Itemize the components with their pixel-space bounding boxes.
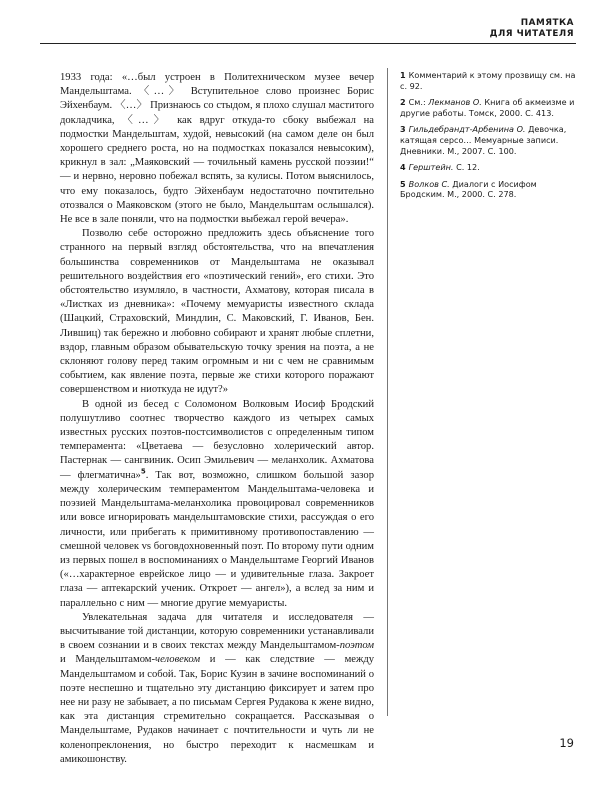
main-text-column <box>60 71 374 767</box>
paragraph-4-text-c: и — как следствие — между Мандельштамом и собой. Так, Борис Кузин в зачине воспоминаний о поэте неспешно и тщательно эту дистанцию фиксирует и затем про нее ни разу не забывает, а по письмам Сергея Рудакова к жене видно, как эта дистанция стремительно сокращается. Рассказывая о Мандельштаме, Рудаков начинает с почтительности и чуть ли не коленопреклонения, но быстро переходит к насмешкам и амикошонству. <box>60 654 375 765</box>
footnote-number: 4 <box>400 162 406 173</box>
footnote-pre: См.: <box>408 97 429 108</box>
footnote-1 <box>400 70 578 91</box>
paragraph-3-text-a: В одной из бесед с Соломоном Волковым Иосиф Бродский полушутливо соотнес творчество каждого из четырех самых известных русских поэтов-постсимволистов с определенным типом темперамента: «Цветаева — безусловно холерический автор. Пастернак — сангвиник. Осип Эмильевич — меланхолик. Ахматова — флегматична» <box>60 398 374 481</box>
paragraph-3-text-b: . Так вот, возможно, слишком большой зазор между холерическим темпераментом Мандельштама-человека и поэзией Мандельштама-меланхолика провоцировал современников или вовсе игнорировать мандельштамовские стихи, рассуждая о его личности, или прибегать к примитивному противопоставлению — смешной человек vs боговдохновенный поэт. По второму пути одним из первых пошел в воспоминаниях о Мандельштаме Георгий Иванов («…характерное еврейское лицо — и удивительные глаза. Закроет глаза — аптекарский ученик. Откроет — ангел»), а вслед за ним и параллельно с ним — многие другие мемуаристы. <box>60 469 374 609</box>
column-divider <box>387 68 388 716</box>
page-number: 19 <box>559 736 574 750</box>
footnote-number: 5 <box>400 178 406 189</box>
paragraph-4-italic-poet: поэтом <box>339 640 374 652</box>
paragraph-4-text-a: Увлекательная задача для читателя и исследователя — высчитывание той дистанции, которую современники устанавливали в своем сознании и в своих текстах между Мандельштамом- <box>60 611 374 652</box>
header-rule <box>40 43 576 44</box>
paragraph-4 <box>60 611 374 767</box>
footnote-text: Диалоги с Иосифом Бродским. М., 2000. С. 278. <box>400 178 537 200</box>
footnote-author: Герштейн. <box>408 162 454 173</box>
footnote-3 <box>400 124 578 156</box>
footnote-text: Девочка, катящая серсо… Мемуарные записи. Дневники. М., 2007. С. 100. <box>400 124 567 156</box>
footnote-5 <box>400 179 578 200</box>
running-header <box>490 18 574 39</box>
footnote-text: Комментарий к этому прозвищу см. на с. 92. <box>400 70 576 91</box>
footnote-author: Гильдебрандт-Арбенина О. <box>408 124 526 135</box>
footnotes-column <box>400 70 578 206</box>
footnote-2 <box>400 97 578 118</box>
paragraph-2: Позволю себе осторожно предложить здесь объяснение того странного на первый взгляд обстоятельства, что на впечатления большинства современников от Мандельштама не оказывал решительного воздействия его «поэтический гений», его стихи. Это обстоятельство изумляло, в частности, Ахматову, которая писала в «Листках из дневника»: «Почему мемуаристы известного склада (Шацкий, Страховский, Миндлин, С. Маковский, Г. Иванов, Бен. Лившиц) так бережно и любовно собирают и хранят любые сплетни, вздор, главным образом обывательскую точку зрения на поэта, а не склоняют голову перед таким огромным и ни с чем не сравнимым событием, как явление поэта, первые же стихи которого поражают совершенством и ниоткуда не идут?» <box>60 228 374 396</box>
running-header-line-2: ДЛЯ ЧИТАТЕЛЯ <box>489 28 574 39</box>
footnote-text: С. 12. <box>453 162 480 173</box>
footnote-number: 1 <box>400 70 406 80</box>
paragraph-3 <box>60 398 374 611</box>
footnote-author: Лекманов О. <box>428 97 482 108</box>
footnote-ref-5[interactable]: 5 <box>140 467 146 476</box>
running-header-line-1: ПАМЯТКА <box>520 18 574 28</box>
footnote-text: Книга об акмеизме и другие работы. Томск, 2000. С. 413. <box>400 97 575 118</box>
footnote-4 <box>400 162 578 173</box>
footnote-number: 2 <box>400 97 406 108</box>
footnote-author: Волков С. <box>408 178 450 189</box>
footnote-number: 3 <box>400 124 406 135</box>
paragraph-4-italic-person: человеком <box>155 654 201 666</box>
paragraph-4-text-b: и Мандельштамом- <box>60 654 156 666</box>
paragraph-1: 1933 года: «…был устроен в Политехническом музее вечер Мандельштама. 〈…〉 Вступительное слово произнес Борис Эйхенбаум. 〈…〉 Признаюсь со стыдом, я плохо слушал маститого докладчика, 〈…〉 как вдруг откуда-то сбоку выбежал на подмостки Мандельштам, худой, невысокий (на самом деле он был хорошего среднего роста, но на подмостках показался невысоким), крикнул в зал: „Маяковский — точильный камень русской поэзии!“ — и нервно, неровно побежал вспять, за кулисы. Потом выяснилось, что ему показалось, будто Эйхенбаум недостаточно почтительно отозвался о Маяковском (этого не было, Мандельштам ослышался). Не все в зале поняли, что на подмостки выбежал герой вечера». <box>60 72 374 226</box>
